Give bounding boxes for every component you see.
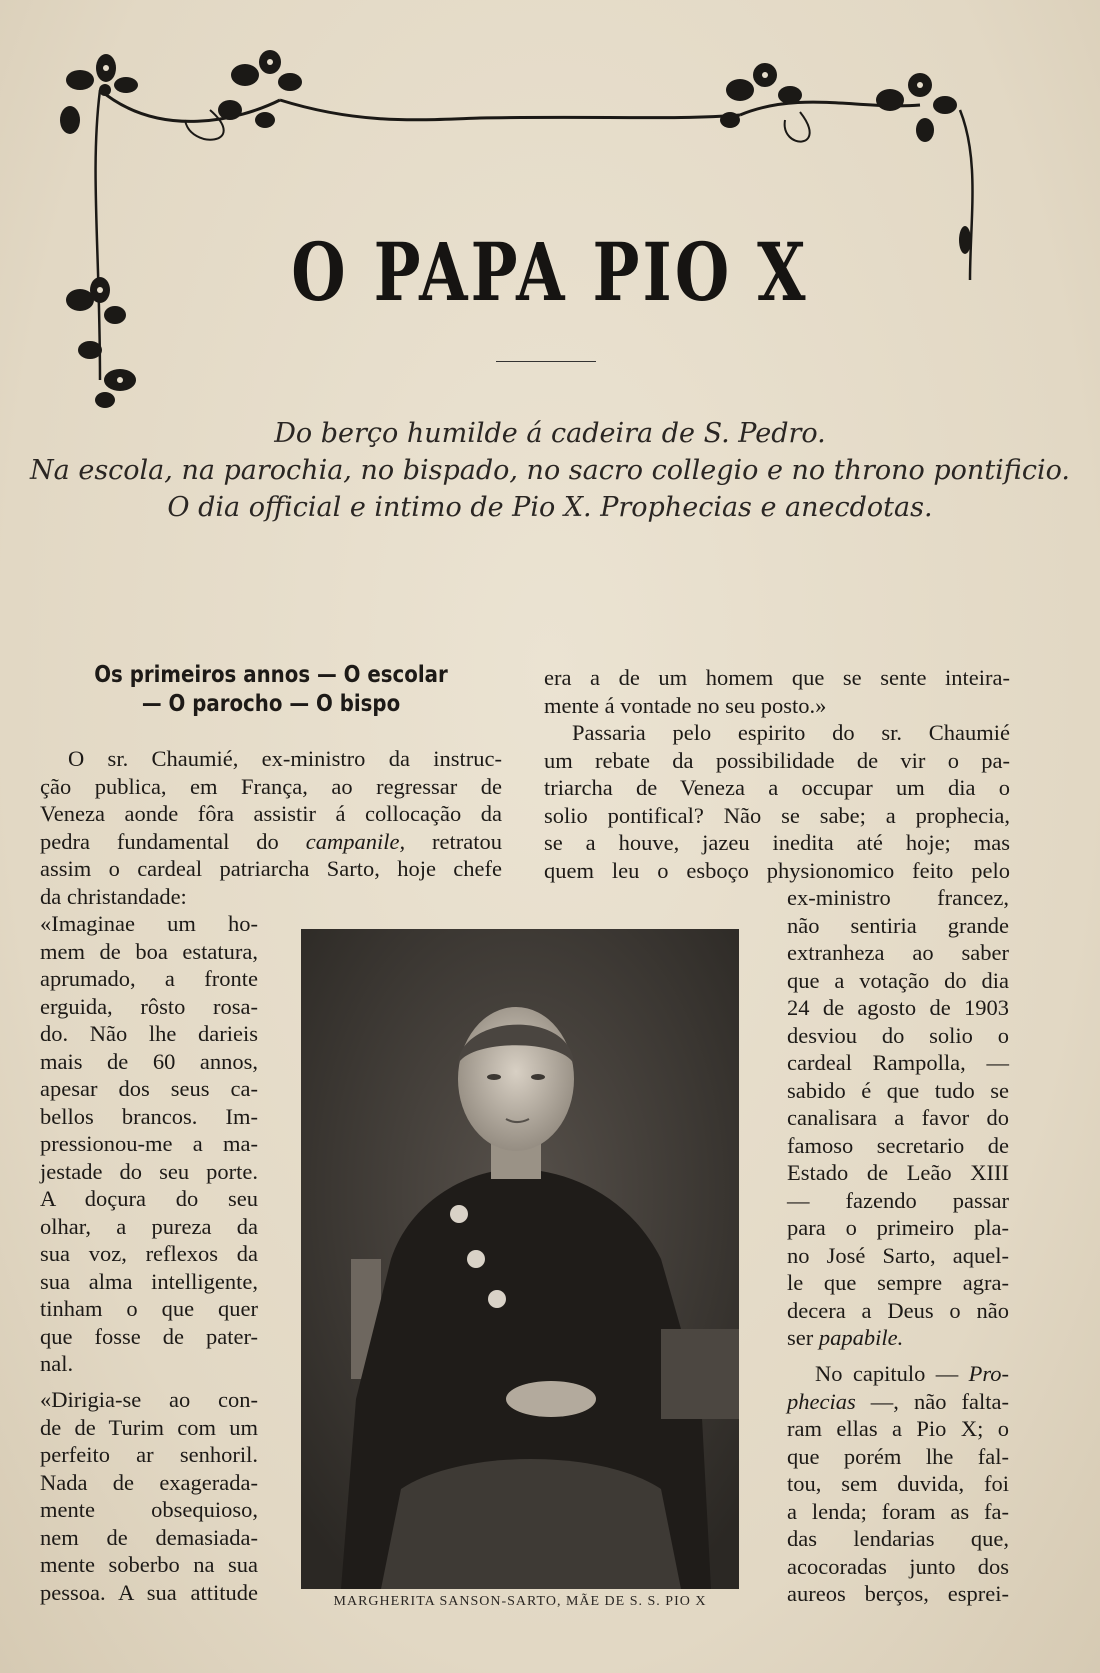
text-line — [787, 1360, 1009, 1388]
text-line — [787, 1388, 1009, 1416]
text-line: perfeito ar senhoril. — [40, 1442, 258, 1467]
text-segment: retratou — [405, 828, 502, 854]
text-line: canalisara a favor do — [787, 1105, 1009, 1130]
text-line: acocoradas junto dos — [787, 1553, 1009, 1579]
text-line: desviou do solio o — [787, 1022, 1009, 1048]
text-line: quem leu o esboço physionomico feito pelo — [544, 857, 1010, 883]
text-line: não sentiria grande — [787, 912, 1009, 938]
text-line: mente obsequioso, — [40, 1497, 258, 1522]
text-line: a lenda; foram as fa- — [787, 1498, 1009, 1524]
text-segment-italic: Pro- — [968, 1361, 1009, 1386]
right-top-paragraph — [544, 664, 1010, 884]
text-line: no José Sarto, aquel- — [787, 1242, 1009, 1268]
text-line: sabido é que tudo se — [787, 1077, 1009, 1103]
text-line: «Dirigia-se ao con- — [40, 1387, 258, 1412]
text-line: «Imaginae um ho- — [40, 911, 258, 936]
left-quote-paragraph-1 — [40, 910, 258, 1378]
text-line: nem de demasiada- — [40, 1524, 258, 1550]
text-line: solio pontifical? Não se sabe; a prophecia, — [544, 802, 1010, 828]
text-line: um rebate da possibilidade de vir o pa- — [544, 747, 1010, 773]
text-line: famoso secretario de — [787, 1132, 1009, 1158]
title-divider — [496, 361, 596, 362]
text-line: aprumado, a fronte — [40, 966, 258, 991]
right-narrow-paragraph-2 — [787, 1360, 1009, 1608]
text-line: triarcha de Veneza a occupar um dia o — [544, 775, 1010, 800]
text-line: tou, sem duvida, foi — [787, 1471, 1009, 1496]
text-line: Nada de exagerada- — [40, 1469, 258, 1495]
text-line: Passaria pelo espirito do sr. Chaumié — [572, 720, 1010, 745]
text-line: pessoa. A sua attitude — [40, 1579, 258, 1605]
text-line: bellos brancos. Im- — [40, 1103, 258, 1129]
section-heading-line: Os primeiros annos — O escolar — [94, 662, 448, 688]
text-line: para o primeiro pla- — [787, 1215, 1009, 1240]
text-segment-italic: phecias — [787, 1388, 856, 1414]
text-line: Estado de Leão XIII — [787, 1160, 1009, 1185]
text-line: — fazendo passar — [787, 1187, 1009, 1213]
portrait-illustration — [301, 929, 739, 1589]
section-heading-line: — O parocho — O bispo — [141, 691, 401, 717]
text-line: que porém lhe fal- — [787, 1443, 1009, 1469]
text-line: da christandade: — [40, 883, 187, 909]
text-line: pressionou-me a ma- — [40, 1131, 258, 1156]
text-line: Veneza aonde fôra assistir á collocação da — [40, 801, 502, 826]
text-line: do. Não lhe darieis — [40, 1021, 258, 1046]
text-line: de de Turim com um — [40, 1414, 258, 1440]
text-line: nal. — [40, 1351, 74, 1376]
text-line: A doçura do seu — [40, 1186, 258, 1211]
text-line: era a de um homem que se sente inteira- — [544, 665, 1010, 690]
text-line: aureos berços, esprei- — [787, 1581, 1009, 1606]
text-line: das lendarias que, — [787, 1526, 1009, 1551]
left-quote-paragraph-2 — [40, 1386, 258, 1606]
text-line: sua alma intelligente, — [40, 1268, 258, 1294]
text-line: jestade do seu porte. — [40, 1158, 258, 1184]
text-line: tinham o que quer — [40, 1296, 258, 1321]
text-line: cardeal Rampolla, — — [787, 1050, 1009, 1075]
article-title: O PAPA PIO X — [291, 225, 809, 319]
text-segment: No capitulo — — [815, 1361, 969, 1386]
text-line: se a houve, jazeu inedita até hoje; mas — [544, 830, 1010, 855]
text-line: que fosse de pater- — [40, 1323, 258, 1349]
text-line: extranheza ao saber — [787, 940, 1009, 965]
subtitle-line: Na escola, na parochia, no bispado, no sacro collegio e no throno pontificio. — [30, 455, 1070, 486]
text-line: mem de boa estatura, — [40, 938, 258, 964]
text-line: decera a Deus o não — [787, 1297, 1009, 1323]
text-line: mente á vontade no seu posto.» — [544, 692, 827, 718]
text-line: O sr. Chaumié, ex-ministro da instruc- — [68, 746, 502, 771]
text-line: le que sempre agra- — [787, 1270, 1009, 1295]
text-line: ram ellas a Pio X; o — [787, 1416, 1009, 1441]
article-subtitle — [0, 415, 1100, 526]
text-segment-italic: campanile, — [305, 828, 406, 854]
text-line: erguida, rôsto rosa- — [40, 993, 258, 1019]
photo-caption: MARGHERITA SANSON-SARTO, MÃE DE S. S. PIO X — [333, 1594, 707, 1609]
left-intro-paragraph — [40, 745, 502, 910]
subtitle-line: O dia official e intimo de Pio X. Prophecias e anecdotas. — [167, 492, 933, 523]
portrait-photo — [301, 929, 739, 1589]
text-segment: —, não falta- — [855, 1388, 1009, 1414]
text-line: apesar dos seus ca- — [40, 1076, 258, 1101]
text-line: ex-ministro francez, — [787, 885, 1009, 910]
text-line: 24 de agosto de 1903 — [787, 995, 1009, 1020]
text-segment: pedra fundamental do — [40, 828, 306, 854]
section-heading — [72, 661, 469, 719]
text-line — [40, 828, 502, 856]
text-segment: ser — [787, 1325, 819, 1350]
text-line: olhar, a pureza da — [40, 1213, 258, 1239]
right-narrow-paragraph-1 — [787, 884, 1009, 1352]
text-line: assim o cardeal patriarcha Sarto, hoje chefe — [40, 856, 502, 881]
text-line: sua voz, reflexos da — [40, 1241, 258, 1266]
text-line: ção publica, em França, ao regressar de — [40, 773, 502, 799]
text-line: mente soberbo na sua — [40, 1552, 258, 1577]
subtitle-line: Do berço humilde á cadeira de S. Pedro. — [274, 418, 826, 449]
text-line — [787, 1324, 1009, 1352]
text-line: mais de 60 annos, — [40, 1048, 258, 1074]
text-segment-italic: papabile. — [818, 1325, 904, 1350]
text-line: que a votação do dia — [787, 967, 1009, 993]
